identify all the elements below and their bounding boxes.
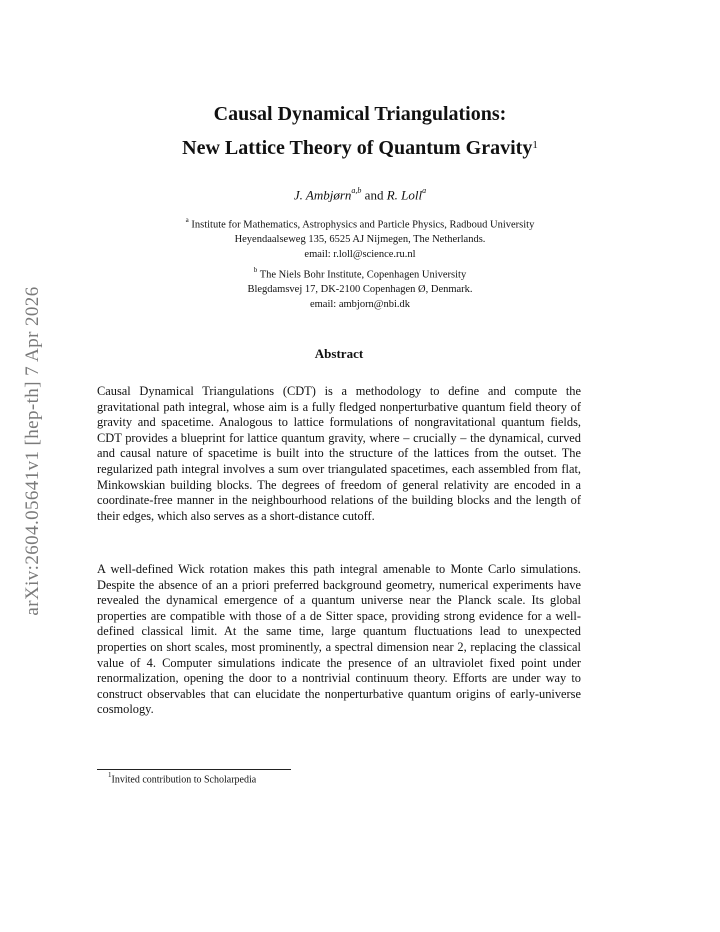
affiliation-a-line-1 (0, 214, 720, 233)
affiliation-a-institute: Institute for Mathematics, Astrophysics and Particle Physics, Radboud University (188, 219, 535, 231)
author-1-affiliation-mark: a,b (351, 186, 362, 195)
arxiv-identifier: arXiv:2604.05641v1 [hep-th] 7 Apr 2026 (22, 286, 43, 616)
footnote (108, 772, 256, 785)
author-1-name: J. Ambjørn (293, 187, 352, 203)
author-list (0, 187, 720, 203)
paper-title-line-1 (0, 104, 720, 124)
affiliation-b-line-1 (0, 264, 720, 283)
author-2-name: R. Loll (386, 187, 423, 203)
abstract-paragraph-1: Causal Dynamical Triangulations (CDT) is a methodology to define and compute the gravitational path integral, whose aim is a fully fledged nonperturbative quantum field theory of gravity and spacetime. Analogous to lattice formulations of nongravitational quantum fields, CDT provides a blueprint for lattice quantum gravity, where – crucially – the dynamical, curved and causal nature of spacetime is built into the structure of the lattices from the outset. The regularized path integral involves a sum over triangulated spacetimes, each assembled from flat, Minkowskian building blocks. The degrees of freedom of general relativity are encoded in a coordinate-free manner in the neighbourhood relations of the building blocks and the length of their edges, which also serves as a short-distance cutoff. (97, 384, 581, 523)
footnote-text: Invited contribution to Scholarpedia (111, 774, 257, 786)
affiliation-b-email: email: ambjorn@nbi.dk (309, 298, 411, 310)
title-text-2: New Lattice Theory of Quantum Gravity (182, 137, 533, 159)
affiliation-a-address: Heyendaalseweg 135, 6525 AJ Nijmegen, The Netherlands. (234, 234, 486, 245)
abstract-heading: Abstract (314, 346, 364, 361)
affiliation-b (0, 264, 720, 312)
paper-title-line-2 (0, 138, 720, 158)
title-text-1: Causal Dynamical Triangulations: (213, 103, 507, 125)
author-2-affiliation-mark: a (422, 186, 427, 195)
footnote-mark: 1 (108, 771, 112, 779)
affiliation-a-mark: a (185, 216, 189, 224)
affiliation-b-address: Blegdamsvej 17, DK-2100 Copenhagen Ø, Denmark. (247, 284, 473, 295)
affiliation-a (0, 214, 720, 262)
affiliation-a-email: email: r.loll@science.ru.nl (304, 248, 416, 260)
author-connector: and (361, 187, 387, 203)
affiliation-b-mark: b (253, 266, 258, 274)
abstract-paragraph-2: A well-defined Wick rotation makes this path integral amenable to Monte Carlo simulations. Despite the absence of an a priori preferred background geometry, numerical experiments have revealed the dynamical emergence of a quantum universe near the Planck scale. Its global properties are compatible with those of a de Sitter space, providing strong evidence for a well-defined classical limit. At the same time, large quantum fluctuations lead to unexpected properties on short scales, most prominently, a spectral dimension near 2, replacing the classical value of 4. Computer simulations indicate the presence of an ultraviolet fixed point under renormalization, opening the door to a nontrivial continuum theory. Efforts are under way to construct observables that can elucidate the nonperturbative quantum origins of early-universe cosmology. (97, 562, 581, 717)
title-footnote-mark: 1 (532, 139, 538, 151)
affiliation-b-institute: The Niels Bohr Institute, Copenhagen University (257, 269, 467, 281)
footnote-divider (97, 769, 291, 770)
